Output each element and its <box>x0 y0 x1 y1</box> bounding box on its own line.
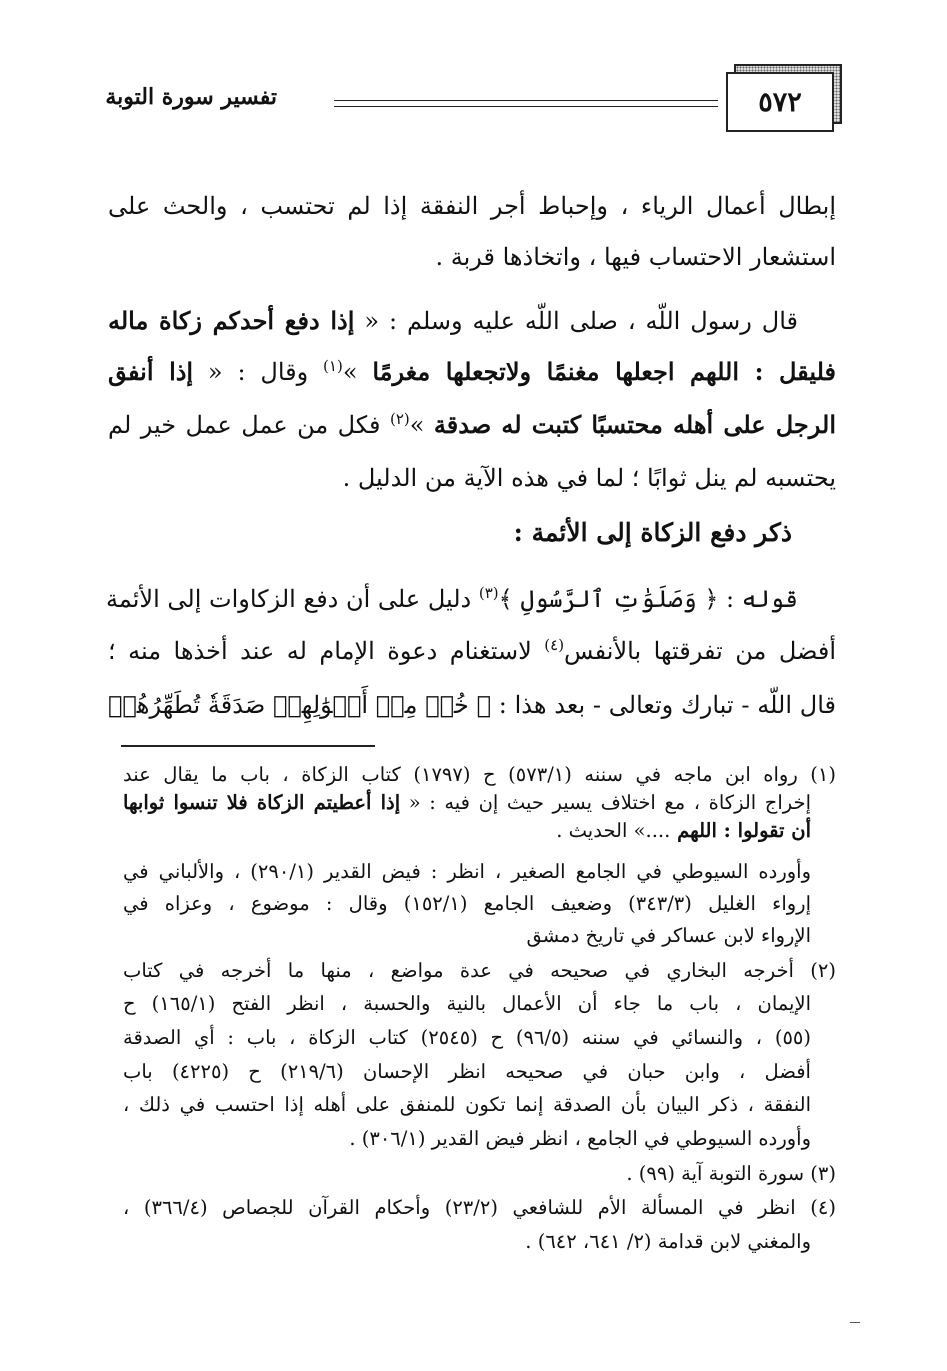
text-run: فكل من عمل عمل خير لم <box>108 411 390 439</box>
text-run: دليل على أن دفع الزكاوات إلى الأئمة <box>105 585 479 613</box>
running-title: تفسير سورة التوبة <box>105 84 277 110</box>
body-line <box>108 301 836 341</box>
footnote-separator <box>121 745 375 747</box>
quran-text: قوله : ﴿ وَصَلَوَٰتِ ٱلرَّسُولِ ﴾ <box>498 585 798 613</box>
header-rule-bottom <box>334 106 718 107</box>
text-run: قال رسول اللّه ، صلى اللّه عليه وسلم : « <box>354 307 798 335</box>
hadith-text: أن تقولوا : اللهم <box>670 819 811 842</box>
footnote-line <box>123 789 811 817</box>
footnote-line: وأورده السيوطي في الجامع ، انظر فيض القدير (٣٠٦/١) . <box>349 1127 811 1150</box>
text-run: أفضل من تفرقتها بالأنفس <box>564 637 836 665</box>
header-rule-top <box>334 100 718 101</box>
footnote-line: وأورده السيوطي في الجامع الصغير ، انظر : فيض القدير (٢٩٠/١) ، والألباني في <box>123 860 811 883</box>
page-number: ٥٧٢ <box>726 72 834 132</box>
hadith-text: إذا دفع أحدكم زكاة ماله <box>108 306 355 335</box>
scan-mark <box>850 1322 860 1323</box>
body-line <box>108 352 836 392</box>
footnote-line <box>123 817 811 845</box>
footnote-ref: (١) <box>323 357 343 375</box>
body-line: قال اللّه - تبارك وتعالى - بعد هذا : ﴿ خُذۡ مِنۡ أَمۡوَٰلِهِمۡ صَدَقَةٗ تُطَهِّرُهُمۡ <box>108 691 836 719</box>
body-line: استشعار الاحتساب فيها ، واتخاذها قربة . <box>435 243 836 271</box>
hadith-text: إذا أعطيتم الزكاة فلا تنسوا ثوابها <box>123 791 401 814</box>
text-run: ....» الحديث . <box>556 819 671 842</box>
hadith-text: إذا أنفق <box>108 357 194 386</box>
body-line: يحتسبه لم ينل ثوابًا ؛ لما في هذه الآية من الدليل . <box>342 464 836 492</box>
hadith-text: فليقل : اللهم اجعلها مغنمًا ولاتجعلها مغرمًا <box>372 357 836 386</box>
footnote-line: النفقة ، ذكر البيان بأن الصدقة إنما تكون للمنفق على أهله إذا احتسب في ذلك ، <box>123 1093 811 1116</box>
footnote-ref: (٢) <box>389 410 410 428</box>
footnote-ref: (٣) <box>478 584 499 602</box>
text-run: وقال : « <box>193 358 324 386</box>
footnote-line: (٢) أخرجه البخاري في صحيحه في عدة مواضع ، منها ما أخرجه في كتاب <box>123 959 836 982</box>
footnote-line: (٤) انظر في المسألة الأم للشافعي (٢٣/٢) وأحكام القرآن للجصاص (٣٦٦/٤) ، <box>123 1196 836 1219</box>
body-line <box>108 405 836 445</box>
footnote-line: (٣) سورة التوبة آية (٩٩) . <box>626 1162 836 1185</box>
body-line <box>108 631 836 671</box>
body-line <box>105 579 836 619</box>
footnote-line: الإيمان ، باب ما جاء أن الأعمال بالنية والحسبة ، انظر الفتح (١٦٥/١) ح <box>123 992 812 1015</box>
footnote-line: (٥٥) ، والنسائي في سننه (٩٦/٥) ح (٢٥٤٥) كتاب الزكاة ، باب : أي الصدقة <box>123 1026 811 1049</box>
footnote-line: إرواء الغليل (٣٤٣/٣) وضعيف الجامع (١٥٢/١) وقال : موضوع ، وعزاه في <box>123 892 811 915</box>
footnote-line: أفضل ، وابن حبان في صحيحه انظر الإحسان (٢١٩/٦) ح (٤٢٢٥) باب <box>123 1060 811 1083</box>
footnote-ref: (٤) <box>544 636 565 654</box>
footnote-line: والمغني لابن قدامة (٢/ ٦٤١، ٦٤٢) . <box>525 1230 811 1253</box>
text-run: » <box>342 358 373 386</box>
text-run: إخراج الزكاة ، مع اختلاف يسير حيث إن فيه : « <box>400 791 811 814</box>
footnote-line: (١) رواه ابن ماجه في سننه (٥٧٣/١) ح (١٧٩٧) كتاب الزكاة ، باب ما يقال عند <box>123 763 836 786</box>
section-heading: ذكر دفع الزكاة إلى الأئمة : <box>513 518 792 547</box>
body-line: إبطال أعمال الرياء ، وإحباط أجر النفقة إذا لم تحتسب ، والحث على <box>108 192 836 220</box>
text-run: لاستغنام دعوة الإمام له عند أخذها منه ؛ <box>108 637 545 665</box>
footnote-line: الإرواء لابن عساكر في تاريخ دمشق <box>526 924 811 947</box>
hadith-text: الرجل على أهله محتسبًا كتبت له صدقة <box>433 410 836 439</box>
text-run: » <box>409 411 434 439</box>
